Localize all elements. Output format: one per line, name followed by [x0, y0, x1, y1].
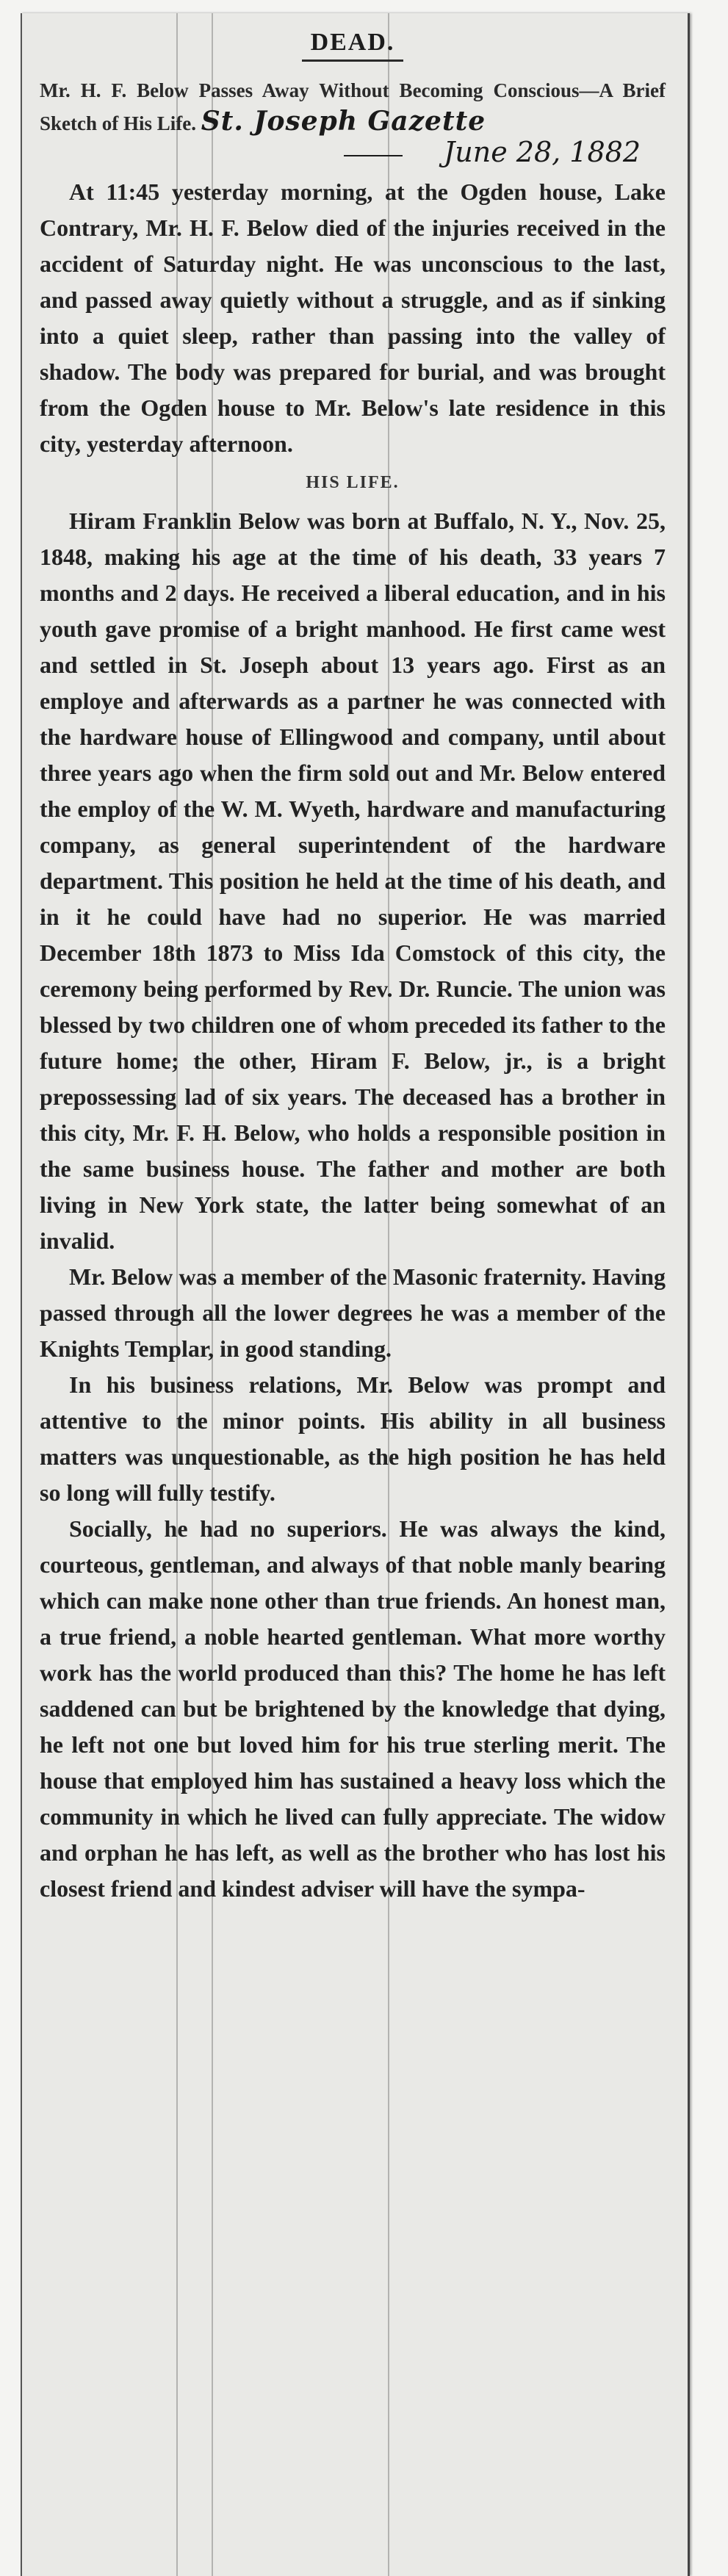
newspaper-clipping	[21, 13, 690, 2576]
handwritten-dash	[344, 155, 403, 156]
handwritten-date: June 28, 1882	[444, 136, 641, 168]
article-column	[35, 21, 670, 1907]
handwritten-date-line	[35, 136, 670, 174]
handwritten-source: St. Joseph Gazette	[201, 106, 486, 137]
deck-text: Mr. H. F. Below Passes Away Without Becoming Conscious—A Brief Sketch of His Life.	[40, 79, 666, 134]
paragraph-life-social: Socially, he had no superiors. He was always the kind, courteous, gentleman, and always of that noble manly bearing which can make none other than true friends. An honest man, a true friend, a noble hearted gentleman. What more worthy work has the world produced than this? The home he has left saddened can but be brightened by the knowledge that dying, he left not one but loved him for his true sterling merit. The house that employed him has sustained a heavy loss which the community in which he lived can fully appreciate. The widow and orphan he has left, as well as the brother who has lost his closest friend and kindest adviser will have the sympa-	[40, 1515, 666, 1902]
paragraph-life-biography: Hiram Franklin Below was born at Buffalo, N. Y., Nov. 25, 1848, making his age at the time of his death, 33 years 7 months and 2 days. He received a liberal education, and in his youth gave promise of a bright manhood. He first came west and settled in St. Joseph about 13 years ago. First as an employe and afterwards as a partner he was connected with the hardware house of Ellingwood and company, until about three years ago when the firm sold out and Mr. Below entered the employ of the W. M. Wyeth, hardware and manufacturing company, as general superintendent of the hardware department. This position he held at the time of his death, and in it he could have had no superior. He was married December 18th 1873 to Miss Ida Comstock of this city, the ceremony being performed by Rev. Dr. Runcie. The union was blessed by two children one of whom preceded its father to the future home; the other, Hiram F. Below, jr., is a bright prepossessing lad of six years. The deceased has a brother in this city, Mr. F. H. Below, who holds a responsible position in the same business house. The father and mother are both living in New York state, the latter being somewhat of an invalid.	[40, 508, 666, 1254]
paragraph-intro: At 11:45 yesterday morning, at the Ogden house, Lake Contrary, Mr. H. F. Below died of the injuries received in the accident of Saturday night. He was unconscious to the last, and passed away quietly without a struggle, and as if sinking into a quiet sleep, rather than passing into the valley of shadow. The body was prepared for burial, and was brought from the Ogden house to Mr. Below's late residence in this city, yesterday afternoon.	[40, 178, 666, 457]
section-heading: HIS LIFE.	[306, 473, 400, 492]
paragraph-life-business: In his business relations, Mr. Below was prompt and attentive to the minor points. His ability in all business matters was unquestionable, as the high position he has held so long will fully testify.	[40, 1371, 666, 1506]
deck	[35, 75, 670, 139]
paragraph-life-masonic: Mr. Below was a member of the Masonic fraternity. Having passed through all the lower degrees he was a member of the Knights Templar, in good standing.	[40, 1263, 666, 1362]
headline-text: DEAD.	[302, 26, 404, 62]
headline	[35, 21, 670, 65]
